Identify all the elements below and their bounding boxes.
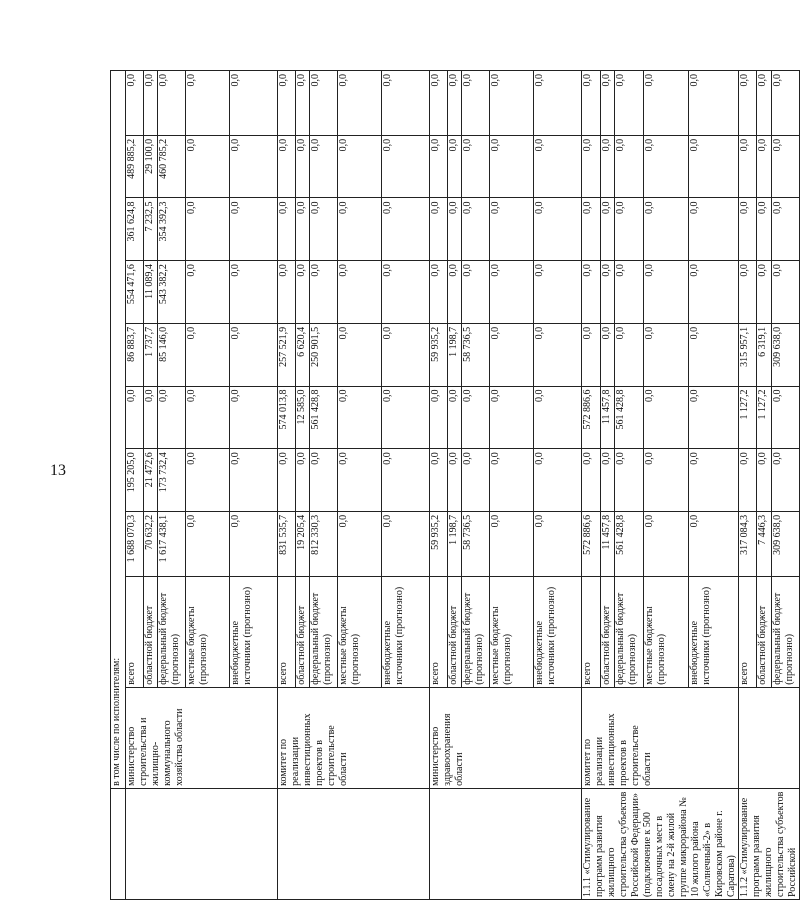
value-cell: 59 935,2 xyxy=(430,511,448,576)
value-cell: 0,0 xyxy=(278,71,296,136)
funding-source-cell: федеральный бюджет (прогнозно) xyxy=(310,576,338,687)
rotated-table-wrapper xyxy=(110,70,798,900)
header-note-row xyxy=(111,71,126,900)
value-cell: 0,0 xyxy=(643,511,688,576)
value-cell: 0,0 xyxy=(771,198,799,261)
value-cell: 0,0 xyxy=(534,135,582,198)
funding-source-cell: местные бюджеты (прогнозно) xyxy=(490,576,534,687)
value-cell: 0,0 xyxy=(689,511,739,576)
funding-source-cell: федеральный бюджет (прогнозно) xyxy=(771,576,799,687)
value-cell: 59 935,2 xyxy=(430,323,448,386)
value-cell: 0,0 xyxy=(230,135,278,198)
value-cell: 561 428,8 xyxy=(310,386,338,449)
value-cell: 309 638,0 xyxy=(771,323,799,386)
value-cell: 11 457,8 xyxy=(600,386,614,449)
value-cell: 0,0 xyxy=(582,323,601,386)
value-cell: 0,0 xyxy=(689,323,739,386)
executor-cell: министерство здравоохранения области xyxy=(430,687,582,788)
value-cell: 1 617 438,1 xyxy=(158,511,186,576)
value-cell: 0,0 xyxy=(462,261,490,324)
value-cell: 0,0 xyxy=(230,386,278,449)
value-cell: 0,0 xyxy=(689,135,739,198)
value-cell: 0,0 xyxy=(490,71,534,136)
value-cell: 0,0 xyxy=(462,71,490,136)
value-cell: 85 146,0 xyxy=(158,323,186,386)
value-cell: 489 885,2 xyxy=(126,135,144,198)
value-cell: 0,0 xyxy=(600,449,614,512)
value-cell: 0,0 xyxy=(490,449,534,512)
value-cell: 0,0 xyxy=(490,261,534,324)
value-cell: 0,0 xyxy=(382,511,430,576)
value-cell: 0,0 xyxy=(430,135,448,198)
value-cell: 0,0 xyxy=(739,71,757,136)
value-cell: 0,0 xyxy=(278,261,296,324)
value-cell: 0,0 xyxy=(126,71,144,136)
value-cell: 195 205,0 xyxy=(126,449,144,512)
table-row xyxy=(126,71,144,900)
value-cell: 0,0 xyxy=(448,71,462,136)
value-cell: 354 392,3 xyxy=(158,198,186,261)
funding-source-cell: всего xyxy=(582,576,601,687)
value-cell: 0,0 xyxy=(462,449,490,512)
value-cell: 11 089,4 xyxy=(144,261,158,324)
value-cell: 0,0 xyxy=(771,386,799,449)
value-cell: 11 457,8 xyxy=(600,511,614,576)
value-cell: 0,0 xyxy=(144,71,158,136)
value-cell: 0,0 xyxy=(448,386,462,449)
measure-cell: 1.1.2 «Стимулирование программ развития жилищного строительства субъектов Российской xyxy=(739,788,800,899)
executor-cell xyxy=(739,687,800,788)
value-cell: 0,0 xyxy=(600,71,614,136)
value-cell: 0,0 xyxy=(158,386,186,449)
value-cell: 0,0 xyxy=(126,386,144,449)
value-cell: 0,0 xyxy=(615,71,644,136)
value-cell: 0,0 xyxy=(382,198,430,261)
funding-source-cell: местные бюджеты (прогнозно) xyxy=(643,576,688,687)
value-cell: 0,0 xyxy=(448,449,462,512)
value-cell: 0,0 xyxy=(757,449,771,512)
value-cell: 0,0 xyxy=(230,71,278,136)
value-cell: 0,0 xyxy=(296,261,310,324)
value-cell: 0,0 xyxy=(430,386,448,449)
value-cell: 0,0 xyxy=(158,71,186,136)
value-cell: 574 013,8 xyxy=(278,386,296,449)
value-cell: 0,0 xyxy=(462,135,490,198)
value-cell: 543 382,2 xyxy=(158,261,186,324)
value-cell: 1 737,7 xyxy=(144,323,158,386)
value-cell: 0,0 xyxy=(600,261,614,324)
value-cell: 0,0 xyxy=(739,135,757,198)
value-cell: 0,0 xyxy=(430,261,448,324)
value-cell: 0,0 xyxy=(534,261,582,324)
value-cell: 0,0 xyxy=(689,386,739,449)
value-cell: 0,0 xyxy=(310,261,338,324)
value-cell: 0,0 xyxy=(643,449,688,512)
funding-source-cell: федеральный бюджет (прогнозно) xyxy=(615,576,644,687)
value-cell: 1 688 070,3 xyxy=(126,511,144,576)
measure-cell xyxy=(126,788,278,899)
value-cell: 561 428,8 xyxy=(615,386,644,449)
value-cell: 0,0 xyxy=(600,323,614,386)
value-cell: 0,0 xyxy=(186,198,230,261)
value-cell: 0,0 xyxy=(338,323,382,386)
value-cell: 12 585,0 xyxy=(296,386,310,449)
value-cell: 0,0 xyxy=(534,71,582,136)
value-cell: 0,0 xyxy=(230,323,278,386)
value-cell: 0,0 xyxy=(278,135,296,198)
value-cell: 0,0 xyxy=(430,449,448,512)
value-cell: 0,0 xyxy=(186,71,230,136)
funding-source-cell: областной бюджет xyxy=(757,576,771,687)
value-cell: 0,0 xyxy=(186,323,230,386)
executor-cell: комитет по реализации инвестиционных проектов в строительстве области xyxy=(278,687,430,788)
value-cell: 0,0 xyxy=(534,386,582,449)
value-cell: 0,0 xyxy=(643,198,688,261)
value-cell: 812 330,3 xyxy=(310,511,338,576)
value-cell: 0,0 xyxy=(186,261,230,324)
value-cell: 0,0 xyxy=(296,449,310,512)
value-cell: 460 785,2 xyxy=(158,135,186,198)
value-cell: 0,0 xyxy=(615,135,644,198)
value-cell: 0,0 xyxy=(739,449,757,512)
value-cell: 0,0 xyxy=(615,449,644,512)
value-cell: 0,0 xyxy=(338,135,382,198)
table-row xyxy=(430,71,448,900)
value-cell: 0,0 xyxy=(689,261,739,324)
funding-source-cell: всего xyxy=(278,576,296,687)
value-cell: 0,0 xyxy=(382,386,430,449)
value-cell: 0,0 xyxy=(430,71,448,136)
value-cell: 250 901,5 xyxy=(310,323,338,386)
value-cell: 0,0 xyxy=(448,135,462,198)
value-cell: 0,0 xyxy=(296,198,310,261)
value-cell: 0,0 xyxy=(382,449,430,512)
value-cell: 0,0 xyxy=(382,135,430,198)
value-cell: 317 084,3 xyxy=(739,511,757,576)
value-cell: 572 886,6 xyxy=(582,511,601,576)
value-cell: 0,0 xyxy=(382,323,430,386)
value-cell: 1 127,2 xyxy=(757,386,771,449)
value-cell: 0,0 xyxy=(689,449,739,512)
value-cell: 257 521,9 xyxy=(278,323,296,386)
value-cell: 19 205,4 xyxy=(296,511,310,576)
value-cell: 0,0 xyxy=(382,261,430,324)
funding-source-cell: всего xyxy=(430,576,448,687)
value-cell: 0,0 xyxy=(490,323,534,386)
value-cell: 70 632,2 xyxy=(144,511,158,576)
funding-table xyxy=(110,70,800,900)
value-cell: 0,0 xyxy=(600,198,614,261)
value-cell: 0,0 xyxy=(338,261,382,324)
measure-cell: 1.1.1 «Стимулирование программ развития жилищного строительства субъектов Российской Федерации» (подключение к 500 посадочных мест в смену на 2-й жилой группе микрорайона № 10 жилого района «Солнечный-2» в Кировском районе г. Саратова) xyxy=(582,788,739,899)
value-cell: 0,0 xyxy=(582,449,601,512)
value-cell: 0,0 xyxy=(310,449,338,512)
value-cell: 0,0 xyxy=(643,386,688,449)
value-cell: 0,0 xyxy=(186,386,230,449)
measure-cell xyxy=(278,788,430,899)
value-cell: 0,0 xyxy=(278,198,296,261)
value-cell: 0,0 xyxy=(230,511,278,576)
value-cell: 315 957,1 xyxy=(739,323,757,386)
value-cell: 0,0 xyxy=(462,198,490,261)
value-cell: 309 638,0 xyxy=(771,511,799,576)
funding-source-cell: всего xyxy=(739,576,757,687)
value-cell: 0,0 xyxy=(186,449,230,512)
value-cell: 86 883,7 xyxy=(126,323,144,386)
value-cell: 0,0 xyxy=(534,198,582,261)
value-cell: 0,0 xyxy=(490,135,534,198)
funding-source-cell: областной бюджет xyxy=(448,576,462,687)
funding-source-cell: местные бюджеты (прогнозно) xyxy=(338,576,382,687)
page-number: 13 xyxy=(50,462,66,479)
value-cell: 0,0 xyxy=(534,323,582,386)
value-cell: 0,0 xyxy=(582,261,601,324)
funding-source-cell: областной бюджет xyxy=(296,576,310,687)
value-cell: 0,0 xyxy=(582,71,601,136)
value-cell: 0,0 xyxy=(757,261,771,324)
table-body xyxy=(111,71,800,900)
value-cell: 0,0 xyxy=(600,135,614,198)
executor-cell: комитет по реализации инвестиционных проектов в строительстве области xyxy=(582,687,739,788)
funding-source-cell: внебюджетные источники (прогнозно) xyxy=(382,576,430,687)
value-cell: 58 736,5 xyxy=(462,511,490,576)
value-cell: 0,0 xyxy=(615,261,644,324)
funding-source-cell: местные бюджеты (прогнозно) xyxy=(186,576,230,687)
value-cell: 0,0 xyxy=(186,135,230,198)
value-cell: 0,0 xyxy=(490,386,534,449)
value-cell: 1 127,2 xyxy=(739,386,757,449)
executor-cell: министерство строительства и жилищно-коммунального хозяйства области xyxy=(126,687,278,788)
value-cell: 0,0 xyxy=(771,449,799,512)
value-cell: 7 446,3 xyxy=(757,511,771,576)
value-cell: 0,0 xyxy=(230,449,278,512)
value-cell: 0,0 xyxy=(643,135,688,198)
value-cell: 0,0 xyxy=(757,71,771,136)
value-cell: 0,0 xyxy=(230,261,278,324)
value-cell: 0,0 xyxy=(278,449,296,512)
value-cell: 0,0 xyxy=(582,135,601,198)
value-cell: 0,0 xyxy=(739,198,757,261)
funding-source-cell: федеральный бюджет (прогнозно) xyxy=(158,576,186,687)
value-cell: 173 732,4 xyxy=(158,449,186,512)
value-cell: 831 535,7 xyxy=(278,511,296,576)
value-cell: 21 472,6 xyxy=(144,449,158,512)
value-cell: 0,0 xyxy=(382,71,430,136)
value-cell: 0,0 xyxy=(757,135,771,198)
value-cell: 0,0 xyxy=(534,511,582,576)
funding-source-cell: областной бюджет xyxy=(600,576,614,687)
value-cell: 0,0 xyxy=(338,449,382,512)
value-cell: 58 736,5 xyxy=(462,323,490,386)
value-cell: 29 100,0 xyxy=(144,135,158,198)
value-cell: 0,0 xyxy=(296,135,310,198)
value-cell: 0,0 xyxy=(771,261,799,324)
value-cell: 0,0 xyxy=(739,261,757,324)
value-cell: 361 624,8 xyxy=(126,198,144,261)
value-cell: 572 886,6 xyxy=(582,386,601,449)
table-row xyxy=(582,71,601,900)
value-cell: 0,0 xyxy=(534,449,582,512)
value-cell: 6 319,1 xyxy=(757,323,771,386)
value-cell: 0,0 xyxy=(338,511,382,576)
value-cell: 0,0 xyxy=(448,198,462,261)
funding-source-cell: всего xyxy=(126,576,144,687)
value-cell: 0,0 xyxy=(643,71,688,136)
value-cell: 0,0 xyxy=(643,261,688,324)
value-cell: 0,0 xyxy=(296,71,310,136)
value-cell: 0,0 xyxy=(310,71,338,136)
value-cell: 554 471,6 xyxy=(126,261,144,324)
value-cell: 7 232,5 xyxy=(144,198,158,261)
funding-source-cell: внебюджетные источники (прогнозно) xyxy=(534,576,582,687)
value-cell: 0,0 xyxy=(310,198,338,261)
value-cell: 0,0 xyxy=(771,71,799,136)
value-cell: 0,0 xyxy=(490,511,534,576)
funding-source-cell: федеральный бюджет (прогнозно) xyxy=(462,576,490,687)
value-cell: 6 620,4 xyxy=(296,323,310,386)
value-cell: 1 198,7 xyxy=(448,511,462,576)
value-cell: 0,0 xyxy=(582,198,601,261)
table-row xyxy=(278,71,296,900)
funding-source-cell: областной бюджет xyxy=(144,576,158,687)
value-cell: 0,0 xyxy=(310,135,338,198)
value-cell: 0,0 xyxy=(144,386,158,449)
value-cell: 0,0 xyxy=(689,71,739,136)
value-cell: 0,0 xyxy=(757,198,771,261)
value-cell: 0,0 xyxy=(462,386,490,449)
value-cell: 0,0 xyxy=(230,198,278,261)
funding-source-cell: внебюджетные источники (прогнозно) xyxy=(689,576,739,687)
header-note: в том числе по исполнителям: xyxy=(111,71,126,789)
value-cell: 0,0 xyxy=(338,198,382,261)
value-cell: 1 198,7 xyxy=(448,323,462,386)
value-cell: 0,0 xyxy=(689,198,739,261)
value-cell: 561 428,8 xyxy=(615,511,644,576)
value-cell: 0,0 xyxy=(615,198,644,261)
value-cell: 0,0 xyxy=(771,135,799,198)
value-cell: 0,0 xyxy=(615,323,644,386)
funding-source-cell: внебюджетные источники (прогнозно) xyxy=(230,576,278,687)
value-cell: 0,0 xyxy=(338,71,382,136)
value-cell: 0,0 xyxy=(430,198,448,261)
measure-cell xyxy=(430,788,582,899)
table-row xyxy=(739,71,757,900)
value-cell: 0,0 xyxy=(186,511,230,576)
value-cell: 0,0 xyxy=(643,323,688,386)
value-cell: 0,0 xyxy=(490,198,534,261)
value-cell: 0,0 xyxy=(338,386,382,449)
value-cell: 0,0 xyxy=(448,261,462,324)
